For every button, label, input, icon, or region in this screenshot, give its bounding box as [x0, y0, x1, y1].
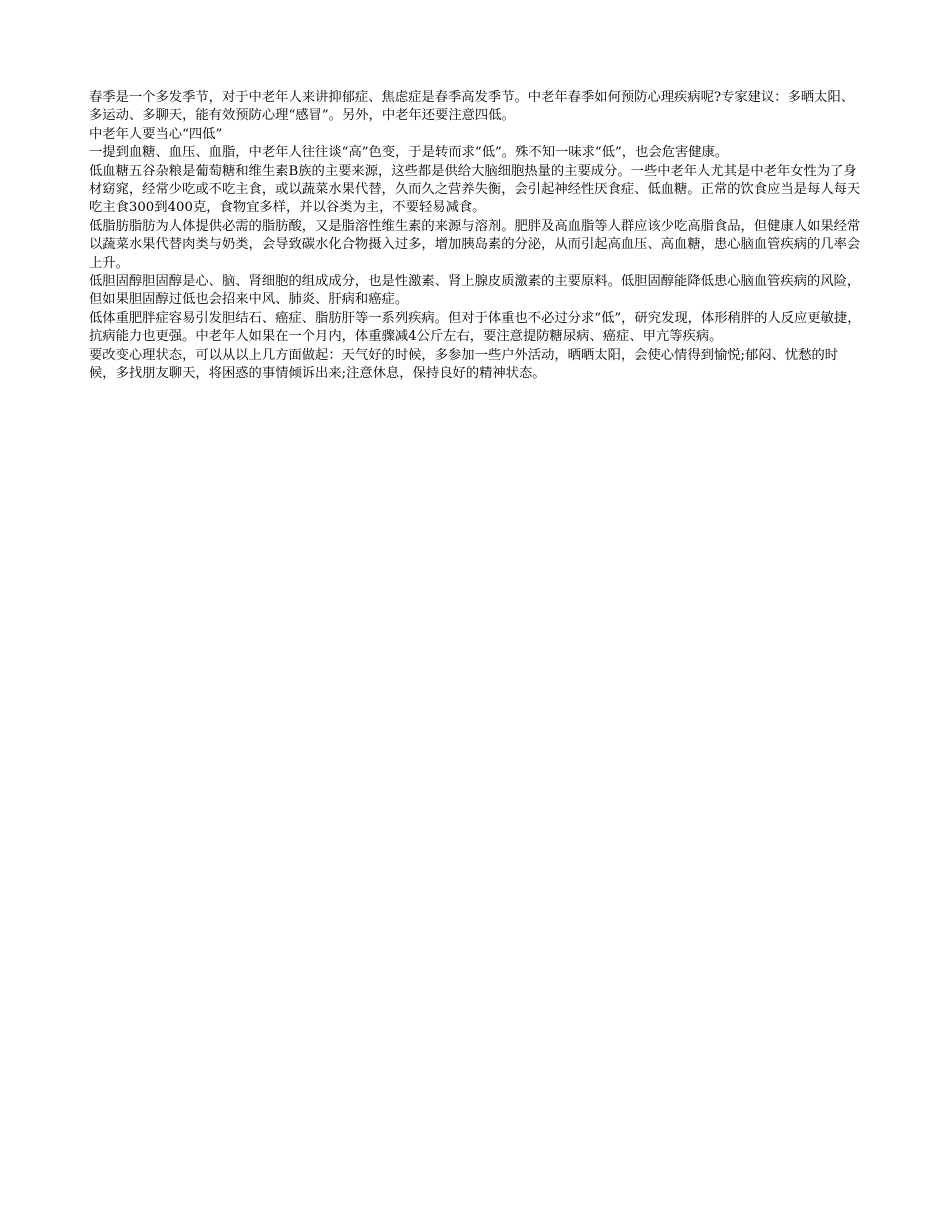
document-body	[89, 89, 861, 384]
paragraph-low-weight: 低体重肥胖症容易引发胆结石、癌症、脂肪肝等一系列疾病。但对于体重也不必过分求“低”，研究发现，体形稍胖的人反应更敏捷，抗病能力也更强。中老年人如果在一个月内，体重骤减4公斤左右，要注意提防糖尿病、癌症、甲亢等疾病。	[89, 310, 861, 345]
paragraph-intro: 春季是一个多发季节，对于中老年人来讲抑郁症、焦虑症是春季高发季节。中老年春季如何预防心理疾病呢?专家建议：多晒太阳、多运动、多聊天，能有效预防心理“感冒”。另外，中老年还要注意四低。	[89, 90, 855, 124]
paragraph-low-fat: 低脂肪脂肪为人体提供必需的脂肪酸，又是脂溶性维生素的来源与溶剂。肥胖及高血脂等人群应该少吃高脂食品，但健康人如果经常以蔬菜水果代替肉类与奶类，会导致碳水化合物摄入过多，增加胰岛素的分泌，从而引起高血压、高血糖，患心脑血管疾病的几率会上升。	[89, 218, 861, 271]
paragraph-conclusion: 要改变心理状态，可以从以上几方面做起：天气好的时候，多参加一些户外活动，晒晒太阳，会使心情得到愉悦;郁闷、忧愁的时候，多找朋友聊天，将困惑的事情倾诉出来;注意休息，保持良好的精神状态。	[89, 347, 839, 382]
paragraph-low-cholesterol: 低胆固醇胆固醇是心、脑、肾细胞的组成成分，也是性激素、肾上腺皮质激素的主要原料。低胆固醇能降低患心脑血管疾病的风险，但如果胆固醇过低也会招来中风、肺炎、肝病和癌症。	[89, 274, 861, 308]
paragraph-overview: 一提到血糖、血压、血脂，中老年人往往谈“高”色变，于是转而求“低”。殊不知一味求“低”，也会危害健康。	[89, 145, 729, 161]
paragraph-low-blood-sugar: 低血糖五谷杂粮是葡萄糖和维生素B族的主要来源，这些都是供给大脑细胞热量的主要成分。一些中老年人尤其是中老年女性为了身材窈窕，经常少吃或不吃主食，或以蔬菜水果代替，久而久之营养失衡，会引起神经性厌食症、低血糖。正常的饮食应当是每人每天吃主食300到400克，食物宜多样，并以谷类为主，不要轻易减食。	[89, 163, 861, 216]
section-heading: 中老年人要当心“四低”	[89, 126, 223, 142]
